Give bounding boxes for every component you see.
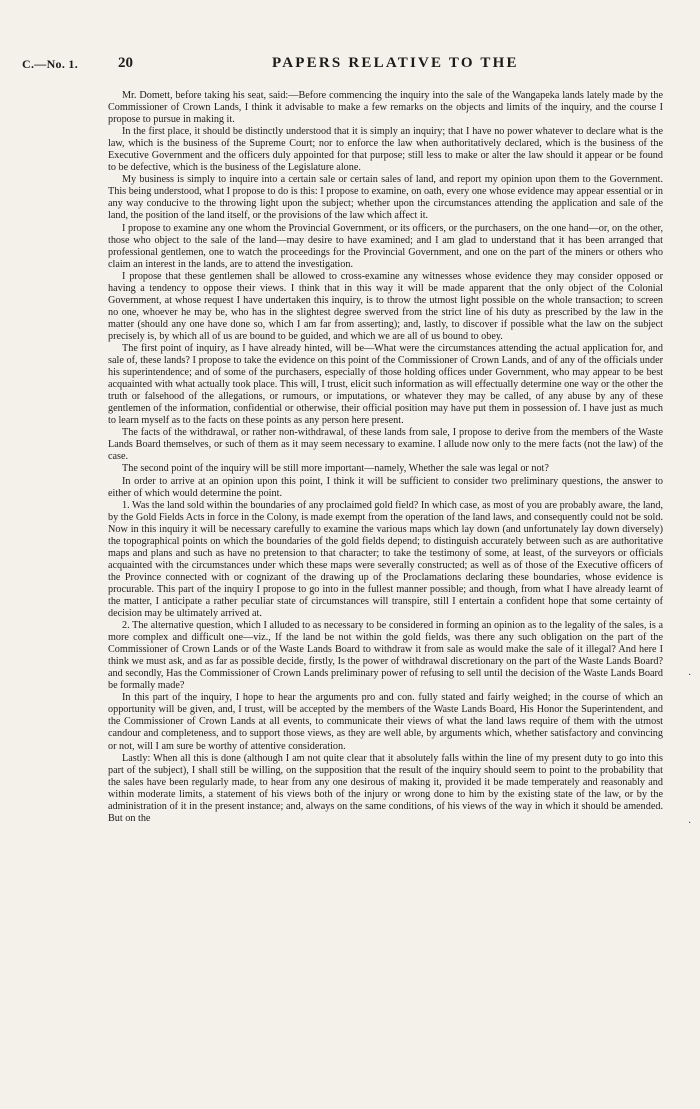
paragraph: 2. The alternative question, which I alluded to as necessary to be considered in forming an opinion as to the legality of the sales, is a more complex and difficult one—viz., If the land be not within the gold fields, was there any such obligation on the part of the Commissioner of Crown Lands or of the Waste Lands Board to withdraw it from sale as would make the sale of it illegal? And here I think we must ask, and as far as possible decide, firstly, Is the power of withdrawal discretionary on the part of the Waste Lands Board? and secondly, Has the Commissioner of Crown Lands preliminary power of refusing to sell until the decision of the Waste Lands Board be formally made? [108, 620, 663, 692]
body-text [108, 90, 663, 825]
page-header [22, 55, 660, 75]
paragraph: I propose that these gentlemen shall be allowed to cross-examine any witnesses whose evidence they may consider opposed or having a tendency to oppose their views. I think that in this way it will be made apparent that the only object of the Colonial Government, at whose request I have undertaken this inquiry, is to throw the utmost light possible on the whole transaction; to screen no one, whoever he may be, who has in the slightest degree swerved from the strict line of his duty as prescribed by the law in the matter (should any one have done so, which I am far from asserting); and, lastly, to discover if possible what the law on the subject precisely is, by which all of us are bound to be guided, and which we are all of us bound to obey. [108, 270, 663, 342]
paragraph: In order to arrive at an opinion upon this point, I think it will be sufficient to consider two preliminary questions, the answer to either of which would determine the point. [108, 475, 663, 499]
page-number: 20 [118, 55, 133, 71]
paragraph: The second point of the inquiry will be still more important—namely, Whether the sale was legal or not? [122, 463, 549, 475]
paragraph: 1. Was the land sold within the boundaries of any proclaimed gold field? In which case, as most of you are probably aware, the land, by the Gold Fields Acts in force in the Colony, is made exempt from the operation of the land laws, and consequently could not be sold. Now in this inquiry it will be necessary carefully to examine the various maps which lay down (and unfortunately lay down diversely) the topographical points on which the boundaries of the gold fields depend; to distinguish accurately between such as are authoritative maps and plans and such as have no pretension to that character; to take the testimony of some, at least, of the surveyors or officials acquainted with the circumstances under which these maps were severally constructed; as well as of those of the Executive officers of the Province connected with or cognizant of the drawing up of the Proclamations declaring these boundaries, whose evidence is procurable. This part of the inquiry I propose to go into in the fullest manner possible; and though, from what I have already learnt of the matter, I anticipate a rather peculiar state of circumstances will transpire, still I entertain a confident hope that some certainty of decision may be ultimately arrived at. [108, 499, 663, 620]
paragraph: In the first place, it should be distinctly understood that it is simply an inquiry; that I have no power whatever to declare what is the law, which is the business of the Supreme Court; nor to enforce the law when authoritatively declared, which is the business of the Executive Government and the officers duly appointed for that purpose; still less to make or alter the law should it appear or be found to be defective, which is the business of the Legislature alone. [108, 126, 663, 174]
paragraph: In this part of the inquiry, I hope to hear the arguments pro and con. fully stated and fairly weighed; in the course of which an opportunity will be given, and, I trust, will be accepted by the members of the Waste Lands Board, His Honor the Superintendent, and the Commissioner of Crown Lands at all events, to communicate their views of what the land laws require of them with the utmost candour and completeness, and to support those views, as they are well able, by arguments which, whether satisfactory and convincing or not, will I am sure be worthy of attentive consideration. [108, 692, 663, 752]
paragraph: Lastly: When all this is done (although I am not quite clear that it absolutely falls within the line of my present duty to go into this part of the subject), I shall still be willing, on the supposition that the result of the inquiry should seem to point to the probability that the sales have been regularly made, to hear from any one desirous of making it, provided it be made temperately and reasonably and within moderate limits, a statement of his views both of the injury or wrong done to him by the existing state of the law, or by the administration of it in the present instance; and, always on the same conditions, of his views of the way in which it should be amended. But on the [108, 752, 663, 824]
paragraph: I propose to examine any one whom the Provincial Government, or its officers, or the purchasers, on the one hand—or, on the other, those who object to the sale of the land—may desire to have examined; and I am glad to understand that it has been arranged that professional gentlemen, one to watch the proceedings for the Provincial Government, and one on the part of the miners or others who claim an interest in the lands, are to attend the investigation. [108, 222, 663, 270]
running-head: PAPERS RELATIVE TO THE [272, 55, 519, 71]
margin-mark: · [688, 818, 692, 829]
margin-mark: · [688, 670, 692, 681]
paragraph: My business is simply to inquire into a certain sale or certain sales of land, and report my opinion upon them to the Government. This being understood, what I propose to do is this: I propose to examine, on oath, every one whose evidence may appear essential or in any way conducive to the throwing light upon the subject; whether upon the circumstances attending the application and sale of the land, the position of the land itself, or the provisions of the law which affect it. [108, 174, 663, 222]
paragraph: The first point of inquiry, as I have already hinted, will be—What were the circumstances attending the actual application for, and sale of, these lands? I propose to take the evidence on this point of the Commissioner of Crown Lands, and of any of the officials under his superintendence; and of some of the purchasers, especially of those holding offices under Government, who may appear to be best acquainted with what actually took place. This will, I trust, elicit such information as will effectually determine one way or the other the truth or falsehood of the allegations, or rumours, or imputations, or whatever they may be called, of any abuse by any of these gentlemen of the information, confidential or otherwise, their official position may have put them in possession of. I have just as much to learn myself as to the facts on these points as any person here present. [108, 342, 663, 427]
paragraph: Mr. Domett, before taking his seat, said:—Before commencing the inquiry into the sale of the Wangapeka lands lately made by the Commissioner of Crown Lands, I think it advisable to make a few remarks on the objects and limits of the inquiry, and the course I propose to pursue in making it. [108, 90, 663, 126]
series-number: C.—No. 1. [22, 57, 79, 71]
paragraph: The facts of the withdrawal, or rather non-withdrawal, of these lands from sale, I propose to derive from the members of the Waste Lands Board themselves, or such of them as it may seem necessary to examine. I allude now only to the mere facts (not the law) of the case. [108, 427, 663, 463]
